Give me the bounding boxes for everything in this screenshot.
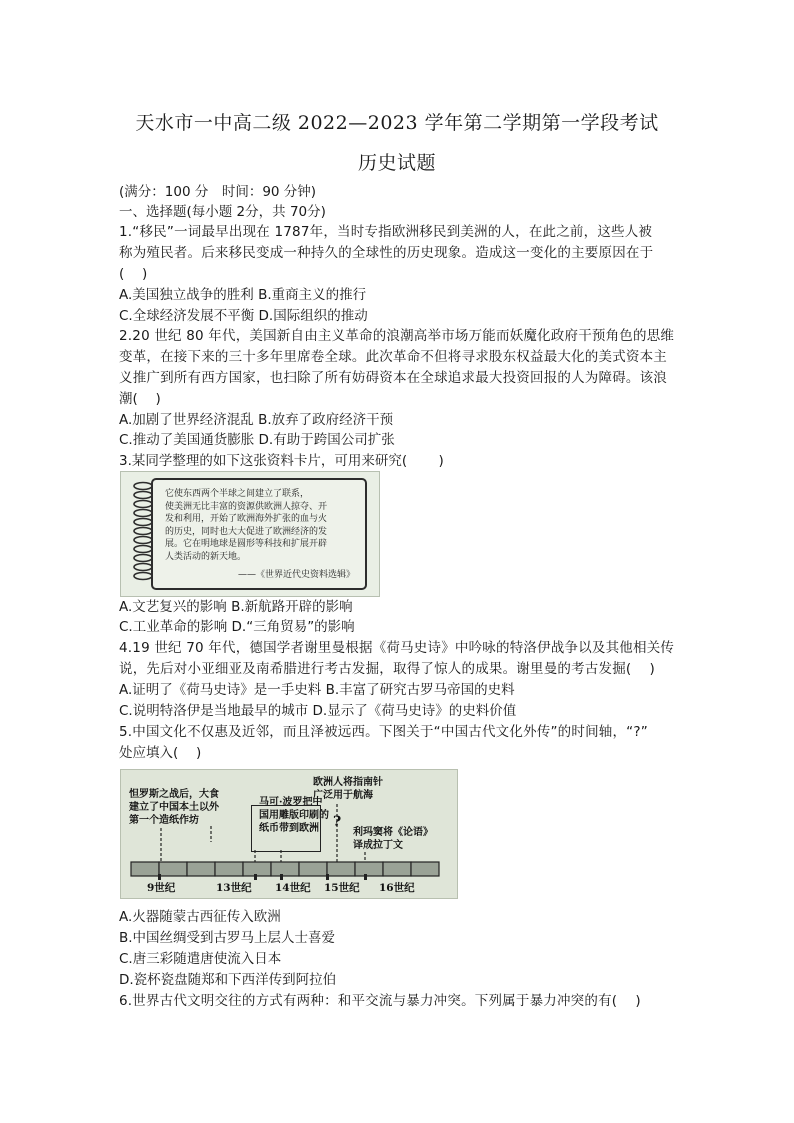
timeline-event-line: 利玛窦将《论语》 — [353, 827, 433, 838]
q2-option-line: A.加剧了世界经济混乱 B.放弃了政府经济干预 — [119, 412, 394, 428]
culture-timeline-figure — [120, 769, 458, 899]
timeline-event-line: 怛罗斯之战后，大食 — [129, 789, 219, 800]
card-quote-line: 人类活动的新天地。 — [165, 551, 247, 562]
notebook-rings-icon — [127, 480, 153, 588]
timeline-event-line: 建立了中国本土以外 — [129, 802, 219, 813]
q5-option-line: B.中国丝绸受到古罗马上层人士喜爱 — [119, 930, 336, 946]
timeline-axis — [121, 770, 457, 898]
card-quote-line: 发和利用，开始了欧洲海外扩张的血与火 — [165, 514, 328, 524]
q6-stem-line: 6.世界古代文明交往的方式有两种：和平交流与暴力冲突。下列属于暴力冲突的有( ) — [119, 993, 641, 1009]
exam-subject: 历史试题 — [357, 152, 436, 174]
timeline-tick-label: 16世纪 — [379, 882, 415, 894]
timeline-event-line: 纸币带到欧洲 — [259, 823, 319, 834]
card-body — [151, 478, 367, 590]
q3-option-line: C.工业革命的影响 D.“三角贸易”的影响 — [119, 619, 355, 635]
exam-title: 天水市一中高二级 2022—2023 学年第二学期第一学段考试 — [135, 112, 659, 134]
q4-option-line: A.证明了《荷马史诗》是一手史料 B.丰富了研究古罗马帝国的史料 — [119, 682, 515, 698]
q3-option-line: A.文艺复兴的影响 B.新航路开辟的影响 — [119, 599, 353, 615]
q2-option-line: C.推动了美国通货膨胀 D.有助于跨国公司扩张 — [119, 432, 395, 448]
timeline-tick-label: 13世纪 — [216, 882, 252, 894]
section-heading: 一、选择题(每小题 2分，共 70分) — [119, 204, 326, 220]
timeline-event-line: 第一个造纸作坊 — [129, 815, 199, 826]
q5-option-line: A.火器随蒙古西征传入欧洲 — [119, 909, 281, 925]
q3-stem-line: 3.某同学整理的如下这张资料卡片，可用来研究( ) — [119, 453, 444, 469]
q1-stem-line: 称为殖民者。后来移民变成一种持久的全球性的历史现象。造成这一变化的主要原因在于 — [119, 245, 654, 261]
q2-stem-line: 变革，在接下来的三十多年里席卷全球。此次革命不但将寻求股东权益最大化的美式资本主 — [119, 349, 667, 365]
exam-meta: (满分：100 分 时间：90 分钟) — [119, 184, 317, 200]
card-quote-line: 它使东西两个半球之间建立了联系， — [165, 489, 310, 499]
timeline-event-line: 广泛用于航海 — [313, 790, 373, 801]
q4-option-line: C.说明特洛伊是当地最早的城市 D.显示了《荷马史诗》的史料价值 — [119, 703, 517, 719]
q5-stem-line: 处应填入( ) — [119, 745, 202, 761]
q2-stem-line: 2.20 世纪 80 年代，美国新自由主义革命的浪潮高举市场万能而妖魔化政府干预角色的思维 — [119, 328, 675, 344]
card-quote-line: 使美洲无比丰富的资源供欧洲人掠夺、开 — [165, 501, 328, 512]
card-quote-line: 的历史，同时也大大促进了欧洲经济的发 — [165, 526, 328, 537]
q2-stem-line: 义推广到所有西方国家，也扫除了所有妨碍资本在全球追求最大投资回报的人为障碍。该浪 — [119, 370, 667, 386]
q1-stem-line: 1.“移民”一词最早出现在 1787年，当时专指欧洲移民到美洲的人，在此之前，这些人被 — [119, 224, 653, 240]
timeline-event-line: 欧洲人将指南针 — [313, 777, 383, 788]
timeline-tick-label: 9世纪 — [147, 882, 176, 894]
q5-option-line: D.瓷杯瓷盘随郑和下西洋传到阿拉伯 — [119, 972, 337, 988]
timeline-tick-label: 14世纪 — [275, 882, 311, 894]
q1-stem-line: ( ) — [119, 266, 148, 282]
q4-stem-line: 4.19 世纪 70 年代，德国学者谢里曼根据《荷马史诗》中吟咏的特洛伊战争以及其他相关传 — [119, 640, 675, 656]
timeline-event-line: 国用雕版印刷的 — [259, 810, 329, 821]
timeline-question-mark: ? — [333, 814, 342, 830]
timeline-event-line: 译成拉丁文 — [353, 840, 403, 851]
card-quote — [165, 488, 357, 563]
timeline-event-line: 马可·波罗把中 — [259, 797, 323, 808]
q5-option-line: C.唐三彩随遣唐使流入日本 — [119, 951, 282, 967]
card-quote-line: 展。它在明地球是圆形等科技和扩展开辟 — [165, 539, 328, 549]
q4-stem-line: 说，先后对小亚细亚及南希腊进行考古发掘，取得了惊人的成果。谢里曼的考古发掘( ) — [119, 661, 656, 677]
q2-stem-line: 潮( ) — [119, 391, 161, 407]
q1-option-line: A.美国独立战争的胜利 B.重商主义的推行 — [119, 287, 367, 303]
timeline-tick-label: 15世纪 — [324, 882, 360, 894]
q1-option-line: C.全球经济发展不平衡 D.国际组织的推动 — [119, 308, 368, 324]
card-source: ——《世界近代史资料选辑》 — [237, 570, 355, 580]
q5-stem-line: 5.中国文化不仅惠及近邻，而且泽被远西。下图关于“中国古代文化外传”的时间轴，“?” — [119, 724, 648, 740]
source-note-card — [120, 471, 380, 597]
